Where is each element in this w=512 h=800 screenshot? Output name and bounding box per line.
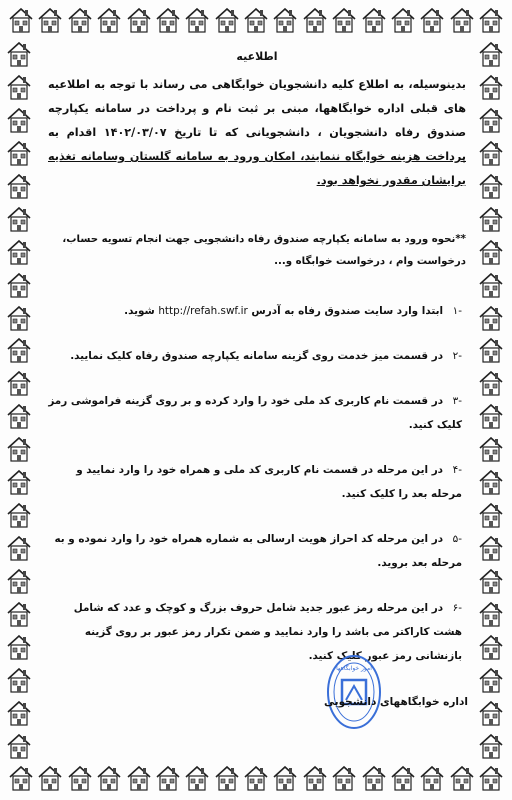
step-4	[48, 458, 466, 506]
house-icon	[96, 764, 122, 792]
house-icon	[449, 764, 475, 792]
house-icon	[478, 271, 504, 299]
house-icon	[8, 6, 34, 34]
house-icon	[6, 699, 32, 727]
house-icon	[478, 238, 504, 266]
house-icon	[184, 764, 210, 792]
stamp-icon	[324, 652, 384, 732]
steps-list	[48, 299, 466, 668]
step-number: -۵	[452, 533, 462, 545]
svg-text:امور خوابگاهها: امور خوابگاهها	[336, 665, 372, 672]
step-number: -۱	[452, 305, 462, 317]
house-icon	[478, 666, 504, 694]
step-text: ابتدا وارد سایت صندوق رفاه به آدرس	[247, 305, 444, 317]
house-icon	[214, 764, 240, 792]
house-icon	[272, 6, 298, 34]
house-icon	[6, 534, 32, 562]
step-number: -۲	[452, 350, 462, 362]
house-icon	[478, 699, 504, 727]
step-text: در قسمت نام کاربری کد ملی خود را وارد کرده و بر روی گزینه فراموشی رمز کلیک کنید.	[48, 395, 462, 431]
house-icon	[37, 6, 63, 34]
house-icon	[478, 106, 504, 134]
step-text-end: شوید.	[124, 305, 155, 317]
house-icon	[478, 567, 504, 595]
step-2	[48, 344, 466, 368]
house-icon	[478, 764, 504, 792]
notice-title: اطلاعیه	[236, 50, 278, 63]
house-icon	[272, 764, 298, 792]
house-icon	[8, 764, 34, 792]
house-icon	[243, 6, 269, 34]
step-1	[48, 299, 466, 323]
intro-underlined-text: پرداخت هزینه خوابگاه ننمایند، امکان ورود به سامانه گلستان وسامانه تغذیه برایشان مقدور نخواهد بود.	[48, 150, 466, 187]
house-icon	[478, 732, 504, 760]
house-icon	[6, 271, 32, 299]
house-icon	[6, 40, 32, 68]
house-icon	[331, 764, 357, 792]
house-icon	[6, 468, 32, 496]
house-icon	[6, 304, 32, 332]
house-icon	[126, 6, 152, 34]
border-right	[478, 40, 508, 760]
house-icon	[243, 764, 269, 792]
howto-heading: **نحوه ورود به سامانه یکپارچه صندوق رفاه دانشجویی جهت انجام تسویه حساب، درخواست وام ، درخواست خوابگاه و...	[62, 234, 466, 267]
house-icon	[478, 172, 504, 200]
border-top	[8, 6, 504, 36]
house-icon	[478, 336, 504, 364]
house-icon	[478, 402, 504, 430]
house-icon	[155, 6, 181, 34]
house-icon	[6, 501, 32, 529]
house-icon	[390, 6, 416, 34]
notice-intro	[48, 73, 466, 193]
border-left	[6, 40, 36, 760]
step-text: در این مرحله رمز عبور جدید شامل حروف بزرگ و کوچک و عدد که شامل هشت کاراکتر می باشد را وارد نمایید و ضمن تکرار رمز عبور بر روی گزینه بازنشانی رمز عبور کلیک کنید.	[73, 602, 462, 662]
house-icon	[419, 764, 445, 792]
step-text: در قسمت میز خدمت روی گزینه سامانه یکپارچه صندوق رفاه کلیک نمایید.	[70, 350, 444, 362]
house-icon	[6, 106, 32, 134]
house-icon	[214, 6, 240, 34]
house-icon	[361, 6, 387, 34]
house-icon	[37, 764, 63, 792]
house-icon	[126, 764, 152, 792]
refah-link[interactable]: http://refah.swf.ir	[158, 305, 248, 317]
step-number: -۳	[452, 395, 462, 407]
office-stamp	[324, 652, 384, 732]
house-icon	[6, 402, 32, 430]
house-icon	[390, 764, 416, 792]
house-icon	[478, 369, 504, 397]
house-icon	[6, 73, 32, 101]
house-icon	[155, 764, 181, 792]
house-icon	[478, 534, 504, 562]
house-icon	[6, 435, 32, 463]
house-icon	[478, 205, 504, 233]
house-icon	[478, 6, 504, 34]
house-icon	[361, 764, 387, 792]
house-icon	[6, 666, 32, 694]
step-number: -۴	[452, 464, 462, 476]
house-icon	[478, 40, 504, 68]
notice-footer	[268, 648, 468, 740]
house-icon	[302, 6, 328, 34]
house-icon	[67, 6, 93, 34]
house-icon	[184, 6, 210, 34]
house-icon	[302, 764, 328, 792]
step-text: در این مرحله در قسمت نام کاربری کد ملی و همراه خود را وارد نمایید و مرحله بعد را کلیک کنید.	[76, 464, 462, 500]
house-icon	[478, 633, 504, 661]
border-bottom	[8, 764, 504, 794]
house-icon	[6, 205, 32, 233]
signature: اداره خوابگاههای دانشجویی	[324, 696, 468, 708]
house-icon	[6, 567, 32, 595]
house-icon	[96, 6, 122, 34]
house-icon	[6, 336, 32, 364]
house-icon	[478, 468, 504, 496]
house-icon	[6, 238, 32, 266]
house-icon	[6, 139, 32, 167]
house-icon	[478, 501, 504, 529]
house-icon	[6, 633, 32, 661]
step-text: در این مرحله کد احراز هویت ارسالی به شماره همراه خود را وارد نموده و به مرحله بعد بروید.	[54, 533, 462, 569]
house-icon	[478, 435, 504, 463]
house-icon	[6, 732, 32, 760]
house-icon	[419, 6, 445, 34]
house-icon	[478, 600, 504, 628]
intro-text: بدینوسیله، به اطلاع کلیه دانشجویان خوابگاهی می رساند با توجه به اطلاعیه های قبلی اداره خوابگاهها، مبنی بر ثبت نام و پرداخت در سامانه یکپارچه صندوق رفاه دانشجویان ، دانشجویانی که تا تاریخ ۱۴۰۲/۰۳/۰۷ اقدام به	[48, 78, 467, 139]
step-3	[48, 389, 466, 437]
step-number: -۶	[452, 602, 462, 614]
house-icon	[331, 6, 357, 34]
house-icon	[449, 6, 475, 34]
house-icon	[6, 600, 32, 628]
step-5	[48, 527, 466, 575]
house-icon	[67, 764, 93, 792]
house-icon	[6, 172, 32, 200]
house-icon	[6, 369, 32, 397]
house-icon	[478, 304, 504, 332]
house-icon	[478, 139, 504, 167]
house-icon	[478, 73, 504, 101]
